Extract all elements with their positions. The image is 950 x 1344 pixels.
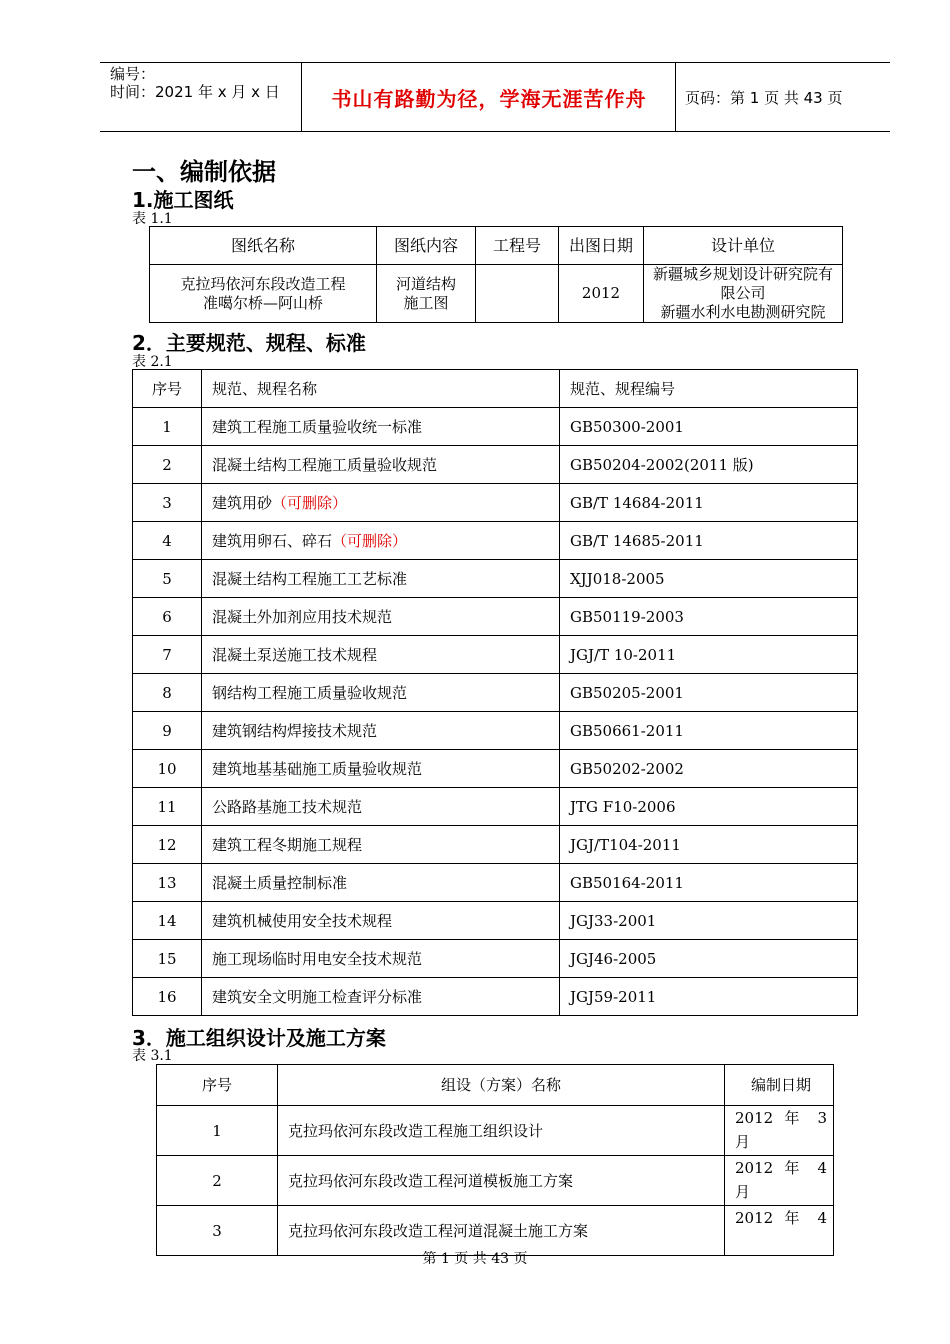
standard-code-cell: JTG F10-2006 [560, 788, 858, 826]
doc-meta [110, 65, 280, 101]
standard-code-cell: XJJ018-2005 [560, 560, 858, 598]
plans-caption: 表 3.1 [132, 1048, 173, 1064]
header-cell: 组设（方案）名称 [278, 1065, 725, 1106]
standard-name-cell [202, 560, 560, 598]
standard-no-cell: 16 [133, 978, 202, 1016]
standard-no-cell: 9 [133, 712, 202, 750]
standard-code-cell: GB50205-2001 [560, 674, 858, 712]
table-row [133, 826, 858, 864]
plan-name-cell: 克拉玛依河东段改造工程施工组织设计 [278, 1106, 725, 1156]
standard-name: 混凝土外加剂应用技术规范 [212, 608, 393, 626]
standard-name: 建筑工程施工质量验收统一标准 [212, 418, 423, 436]
table-row [133, 750, 858, 788]
standard-name: 公路路基施工技术规范 [212, 798, 363, 816]
standard-name: 建筑用卵石、碎石 [212, 532, 333, 550]
table-row [133, 788, 858, 826]
drawing-name-cell [150, 265, 377, 323]
drawing-content-line: 施工图 [403, 293, 449, 312]
drawing-unit-cell [644, 265, 843, 323]
standard-no-cell: 5 [133, 560, 202, 598]
table-row [133, 522, 858, 560]
standard-code-cell: JGJ/T 10-2011 [560, 636, 858, 674]
standard-name: 建筑工程冬期施工规程 [212, 836, 363, 854]
standard-no-cell: 15 [133, 940, 202, 978]
header-cell: 设计单位 [644, 227, 843, 265]
header-motto: 书山有路勤为径，学海无涯苦作舟 [331, 87, 647, 111]
drawing-unit-line: 限公司 [720, 284, 766, 302]
standard-name: 建筑安全文明施工检查评分标准 [212, 988, 423, 1006]
standard-code-cell: GB50661-2011 [560, 712, 858, 750]
removable-note: （可删除） [332, 532, 408, 550]
plan-date-cell: 2012 年 3 月 [725, 1106, 834, 1156]
table-row [133, 978, 858, 1016]
plan-no-cell: 2 [157, 1156, 278, 1206]
table-row [133, 712, 858, 750]
standard-no-cell: 4 [133, 522, 202, 560]
standard-no-cell: 12 [133, 826, 202, 864]
table-row [133, 560, 858, 598]
table-header-row [133, 370, 858, 408]
standard-name: 施工现场临时用电安全技术规范 [212, 950, 423, 968]
standard-name: 建筑机械使用安全技术规程 [212, 912, 393, 930]
standard-no-cell: 3 [133, 484, 202, 522]
drawing-content-cell [377, 265, 476, 323]
table-row [133, 674, 858, 712]
drawings-caption: 表 1.1 [132, 211, 173, 227]
plans-heading: 3．施工组织设计及施工方案 [132, 1026, 386, 1050]
drawing-unit-line: 新疆城乡规划设计研究院有 [652, 265, 833, 283]
table-row [133, 864, 858, 902]
header-cell: 图纸名称 [150, 227, 377, 265]
standards-table [132, 369, 858, 1016]
standard-name-cell [202, 750, 560, 788]
standard-code-cell: GB50204-2002(2011 版) [560, 446, 858, 484]
drawing-name-line: 准噶尔桥—阿山桥 [202, 293, 323, 312]
standard-no-cell: 6 [133, 598, 202, 636]
table-row [133, 940, 858, 978]
standard-name: 混凝土结构工程施工质量验收规范 [212, 456, 438, 474]
drawing-name-line: 克拉玛依河东段改造工程 [180, 274, 346, 293]
table-header-row [150, 227, 843, 265]
standard-name: 混凝土泵送施工技术规程 [212, 646, 378, 664]
drawings-heading: 1.施工图纸 [132, 188, 234, 212]
drawing-unit-line: 新疆水利水电勘测研究院 [660, 303, 826, 321]
standard-name-cell [202, 446, 560, 484]
standard-name-cell [202, 712, 560, 750]
plan-date-cell: 2012 年 4 [725, 1206, 834, 1256]
standard-name-cell [202, 598, 560, 636]
header-cell: 出图日期 [559, 227, 644, 265]
standard-code-cell: GB50164-2011 [560, 864, 858, 902]
plan-no-cell: 1 [157, 1106, 278, 1156]
table-row [150, 265, 843, 323]
standard-code-cell: JGJ59-2011 [560, 978, 858, 1016]
standard-name: 建筑用砂 [212, 494, 273, 512]
table-row [133, 636, 858, 674]
table-row [157, 1156, 834, 1206]
standard-no-cell: 1 [133, 408, 202, 446]
standard-code-cell: GB/T 14685-2011 [560, 522, 858, 560]
table-row [133, 484, 858, 522]
table-header-row [157, 1065, 834, 1106]
header-divider [675, 63, 676, 131]
plans-table [156, 1064, 834, 1256]
standard-no-cell: 2 [133, 446, 202, 484]
table-row [133, 902, 858, 940]
standards-caption: 表 2.1 [132, 354, 173, 370]
standard-name-cell [202, 826, 560, 864]
standard-name-cell [202, 864, 560, 902]
standard-name: 建筑钢结构焊接技术规范 [212, 722, 378, 740]
standard-code-cell: JGJ46-2005 [560, 940, 858, 978]
standard-no-cell: 13 [133, 864, 202, 902]
header-cell: 规范、规程编号 [560, 370, 858, 408]
standard-name-cell [202, 484, 560, 522]
header-page-info: 页码：第 1 页 共 43 页 [685, 89, 843, 107]
doc-time: 时间：2021 年 x 月 x 日 [110, 83, 280, 101]
standard-code-cell: GB/T 14684-2011 [560, 484, 858, 522]
standard-name: 钢结构工程施工质量验收规范 [212, 684, 408, 702]
header-cell: 序号 [157, 1065, 278, 1106]
standard-no-cell: 10 [133, 750, 202, 788]
table-row [157, 1106, 834, 1156]
header-cell: 图纸内容 [377, 227, 476, 265]
removable-note: （可删除） [272, 494, 348, 512]
table-row [133, 598, 858, 636]
page-header [100, 62, 890, 132]
standards-heading: 2．主要规范、规程、标准 [132, 331, 366, 355]
plan-no-cell: 3 [157, 1206, 278, 1256]
standard-name-cell [202, 788, 560, 826]
standard-code-cell: GB50300-2001 [560, 408, 858, 446]
standard-name-cell [202, 978, 560, 1016]
standard-name: 建筑地基基础施工质量验收规范 [212, 760, 423, 778]
plan-date-cell: 2012 年 4 月 [725, 1156, 834, 1206]
drawings-table [149, 226, 843, 323]
standard-no-cell: 11 [133, 788, 202, 826]
standard-name-cell [202, 408, 560, 446]
standard-name-cell [202, 522, 560, 560]
page-footer: 第 1 页 共 43 页 [422, 1251, 528, 1267]
drawing-content-line: 河道结构 [395, 274, 456, 293]
standard-no-cell: 14 [133, 902, 202, 940]
standard-name-cell [202, 674, 560, 712]
plan-name-cell: 克拉玛依河东段改造工程河道模板施工方案 [278, 1156, 725, 1206]
standard-name-cell [202, 902, 560, 940]
standard-no-cell: 8 [133, 674, 202, 712]
standard-name: 混凝土结构工程施工工艺标准 [212, 570, 408, 588]
plan-name-cell: 克拉玛依河东段改造工程河道混凝土施工方案 [278, 1206, 725, 1256]
header-cell: 工程号 [476, 227, 559, 265]
standard-code-cell: GB50119-2003 [560, 598, 858, 636]
header-cell: 序号 [133, 370, 202, 408]
table-row [133, 408, 858, 446]
header-cell: 规范、规程名称 [202, 370, 560, 408]
standard-code-cell: JGJ33-2001 [560, 902, 858, 940]
standard-name: 混凝土质量控制标准 [212, 874, 348, 892]
standard-name-cell [202, 940, 560, 978]
standard-no-cell: 7 [133, 636, 202, 674]
standard-code-cell: GB50202-2002 [560, 750, 858, 788]
table-row [133, 446, 858, 484]
section-title: 一、编制依据 [132, 158, 276, 186]
header-cell: 编制日期 [725, 1065, 834, 1106]
standard-code-cell: JGJ/T104-2011 [560, 826, 858, 864]
standard-name-cell [202, 636, 560, 674]
drawing-date-cell: 2012 [559, 265, 644, 323]
doc-number-label: 编号： [110, 65, 156, 83]
drawing-project-no-cell [476, 265, 559, 323]
